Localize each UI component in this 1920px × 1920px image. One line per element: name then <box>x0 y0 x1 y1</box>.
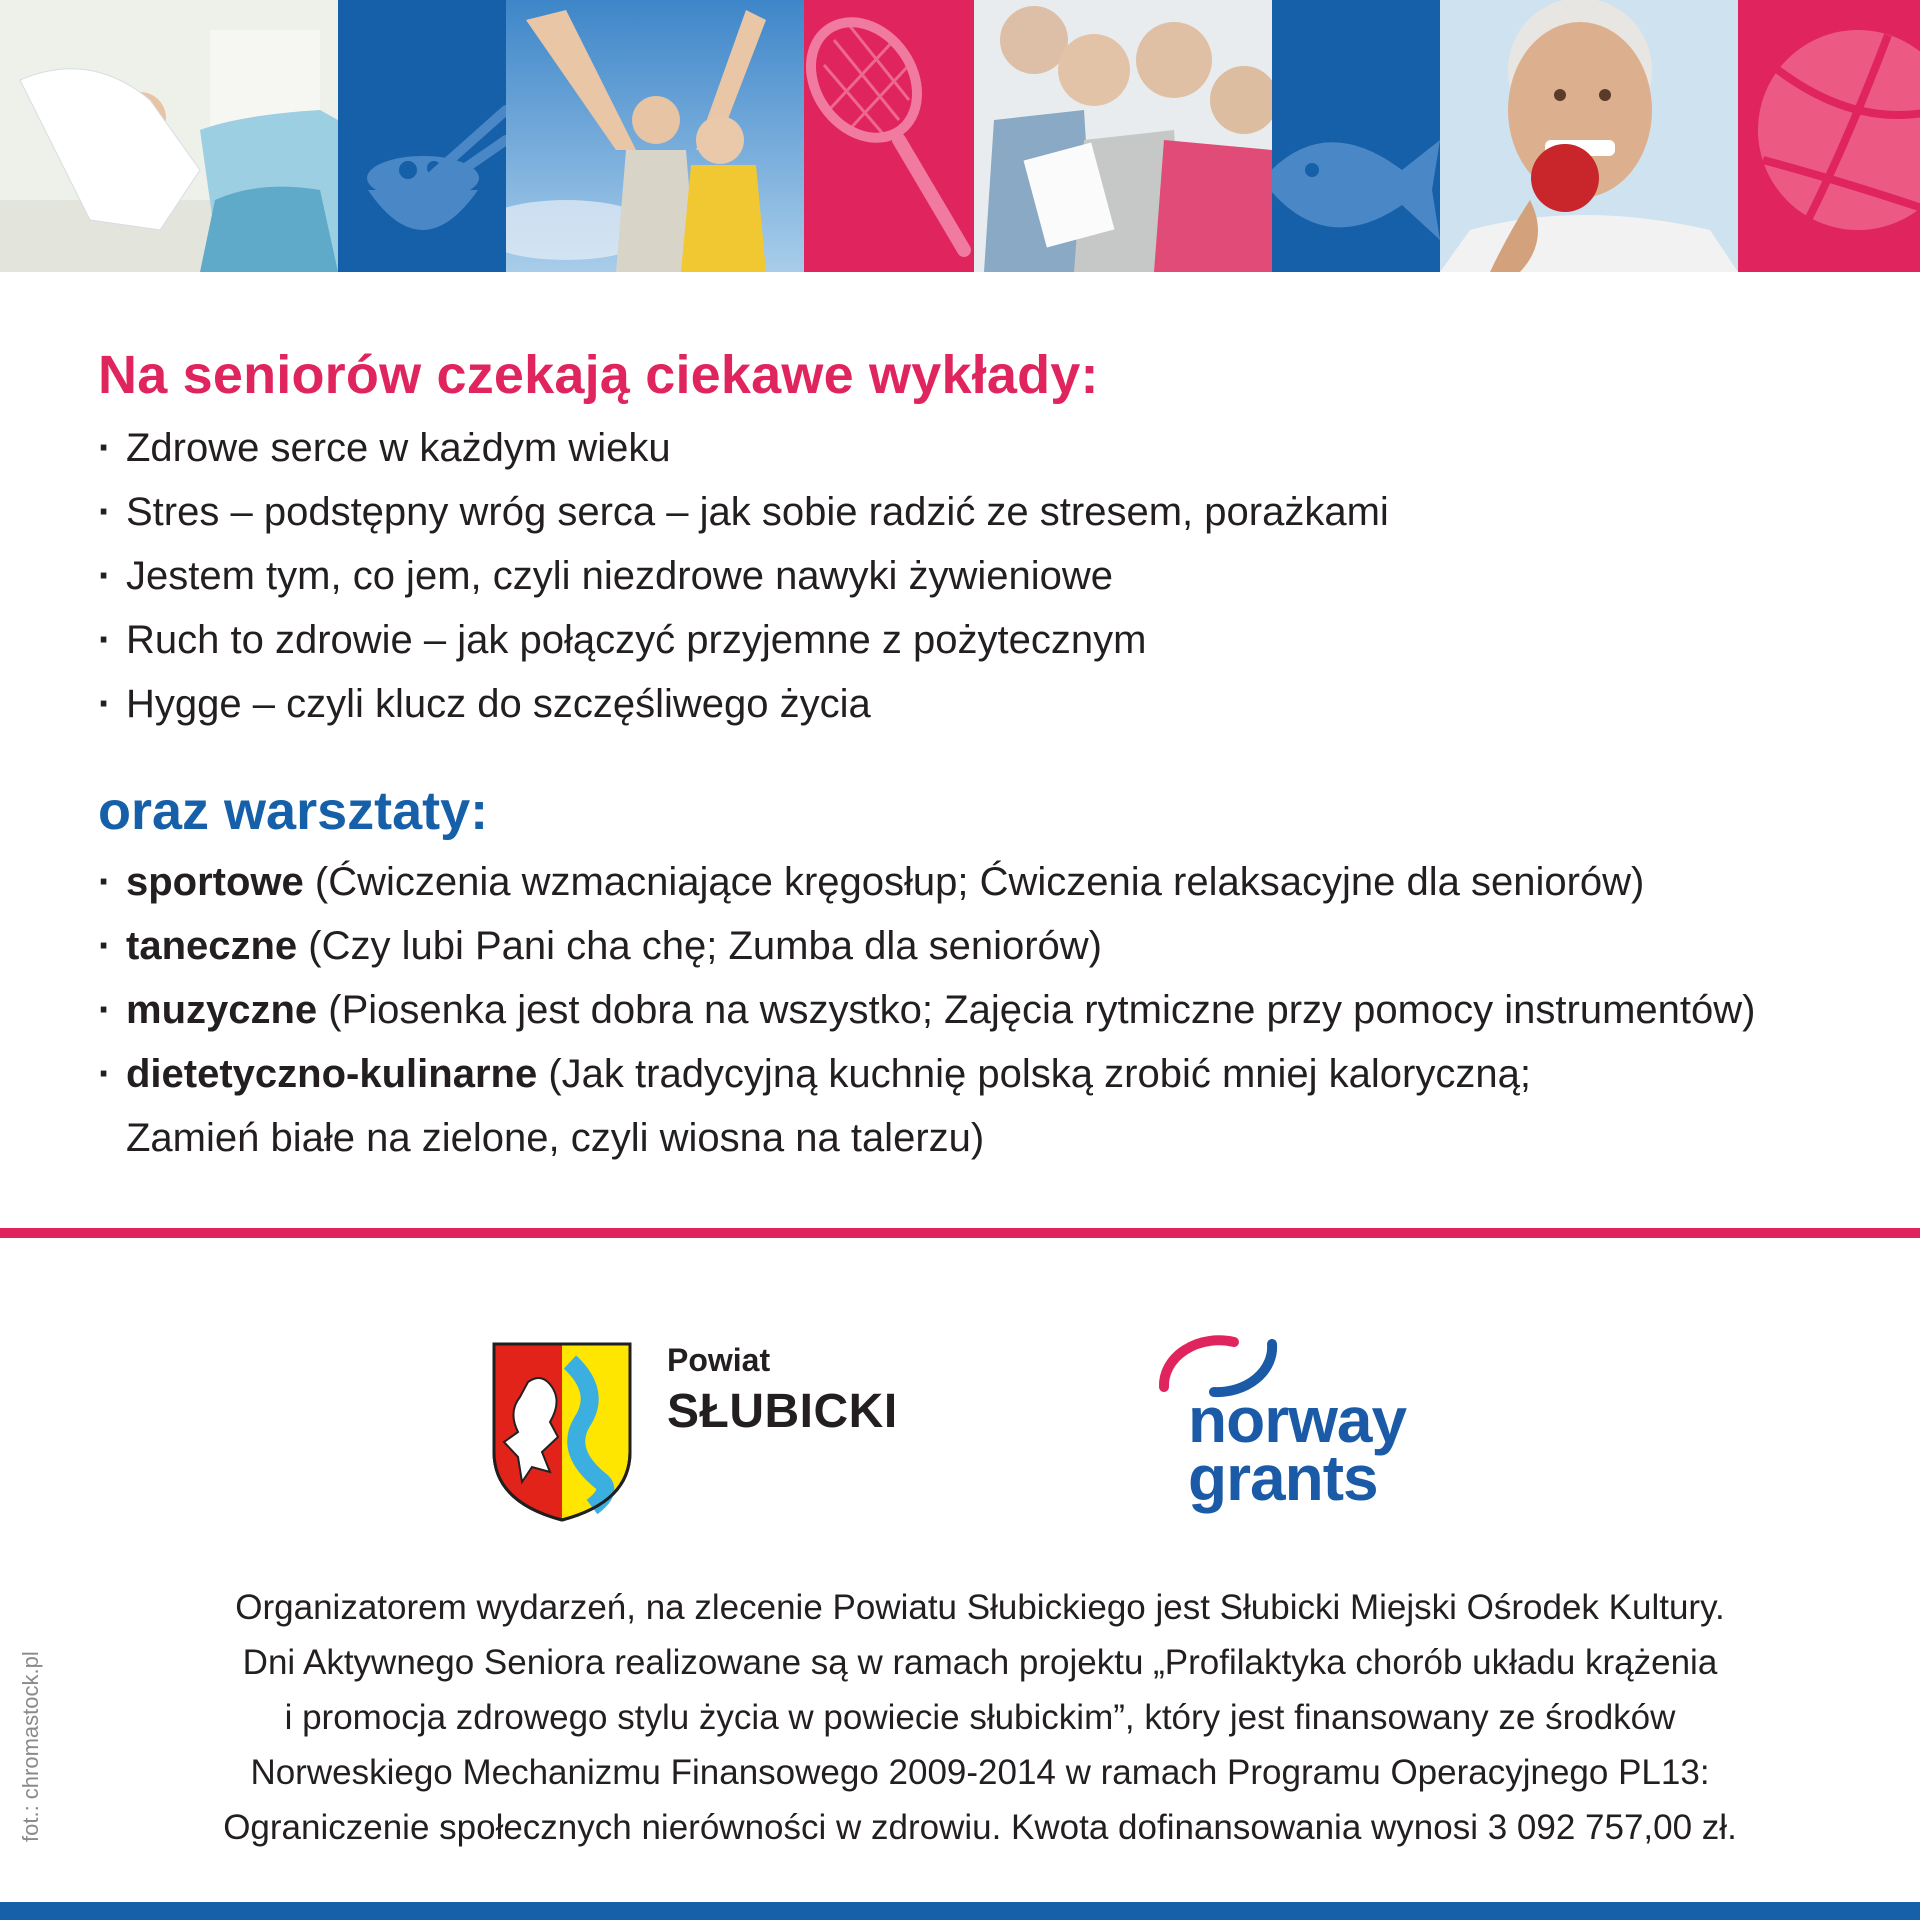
workshop-details-continued: Zamień białe na zielone, czyli wiosna na talerzu) <box>126 1116 985 1160</box>
workshop-details: (Jak tradycyjną kuchnię polską zrobić mniej kaloryczną; <box>548 1052 1531 1096</box>
lecture-item: · Ruch to zdrowie – jak połączyć przyjemne z pożytecznym <box>98 608 1878 672</box>
workshop-name: dietetyczno-kulinarne <box>126 1052 538 1096</box>
section-divider <box>0 1228 1920 1238</box>
funding-line: i promocja zdrowego stylu życia w powiecie słubickim”, który jest finansowany ze środków <box>284 1698 1676 1737</box>
raised-arms-seniors-photo <box>506 0 804 272</box>
powiat-slubicki-logo <box>492 1342 942 1522</box>
man-eating-apple-photo <box>1440 0 1738 272</box>
norway-label: norway <box>1188 1384 1407 1456</box>
workshops-heading: oraz warsztaty: <box>98 781 489 841</box>
lectures-list <box>98 416 1878 736</box>
basketball-icon <box>1738 0 1920 272</box>
main-content <box>98 330 1878 1170</box>
workshop-item <box>98 978 1878 1042</box>
singing-seniors-photo <box>974 0 1272 272</box>
workshop-item <box>98 1042 1878 1170</box>
photo-banner <box>0 0 1920 272</box>
funding-statement <box>120 1580 1840 1855</box>
lectures-heading: Na seniorów czekają ciekawe wykłady: <box>98 345 1099 405</box>
slubicki-label: SŁUBICKI <box>667 1385 898 1438</box>
lecture-item: · Jestem tym, co jem, czyli niezdrowe nawyki żywieniowe <box>98 544 1878 608</box>
workshop-details: (Ćwiczenia wzmacniające kręgosłup; Ćwiczenia relaksacyjne dla seniorów) <box>314 860 1645 904</box>
workshops-list <box>98 850 1878 1170</box>
coat-of-arms-icon <box>492 1342 632 1522</box>
powiat-label: Powiat <box>667 1342 771 1378</box>
workshop-item <box>98 914 1878 978</box>
lecture-item: · Zdrowe serce w każdym wieku <box>98 416 1878 480</box>
rice-bowl-icon <box>338 0 506 272</box>
workshop-details: (Piosenka jest dobra na wszystko; Zajęcia rytmiczne przy pomocy instrumentów) <box>328 988 1756 1032</box>
workshop-name: taneczne <box>126 924 298 968</box>
funding-line: Norweskiego Mechanizmu Finansowego 2009-2014 w ramach Programu Operacyjnego PL13: <box>250 1753 1710 1792</box>
funding-line: Organizatorem wydarzeń, na zlecenie Powiatu Słubickiego jest Słubicki Miejski Ośrodek Kultury. <box>235 1588 1725 1627</box>
lecture-item: · Hygge – czyli klucz do szczęśliwego życia <box>98 672 1878 736</box>
workshop-name: muzyczne <box>126 988 318 1032</box>
norway-grants-logo <box>1150 1332 1450 1532</box>
stretching-seniors-photo <box>0 0 338 272</box>
lecture-item: · Stres – podstępny wróg serca – jak sobie radzić ze stresem, porażkami <box>98 480 1878 544</box>
grants-label: grants <box>1188 1442 1378 1514</box>
tennis-racket-icon <box>804 0 974 272</box>
photo-credit: fot.: chromastock.pl <box>18 1651 43 1842</box>
funding-line: Dni Aktywnego Seniora realizowane są w ramach projektu „Profilaktyka chorób układu krążenia <box>242 1643 1718 1682</box>
workshop-item <box>98 850 1878 914</box>
fish-icon <box>1272 0 1440 272</box>
bottom-bar <box>0 1902 1920 1920</box>
workshop-details: (Czy lubi Pani cha chę; Zumba dla seniorów) <box>308 924 1102 968</box>
funding-line: Ograniczenie społecznych nierówności w zdrowiu. Kwota dofinansowania wynosi 3 092 757,00 zł. <box>223 1808 1737 1847</box>
workshop-name: sportowe <box>126 860 304 904</box>
